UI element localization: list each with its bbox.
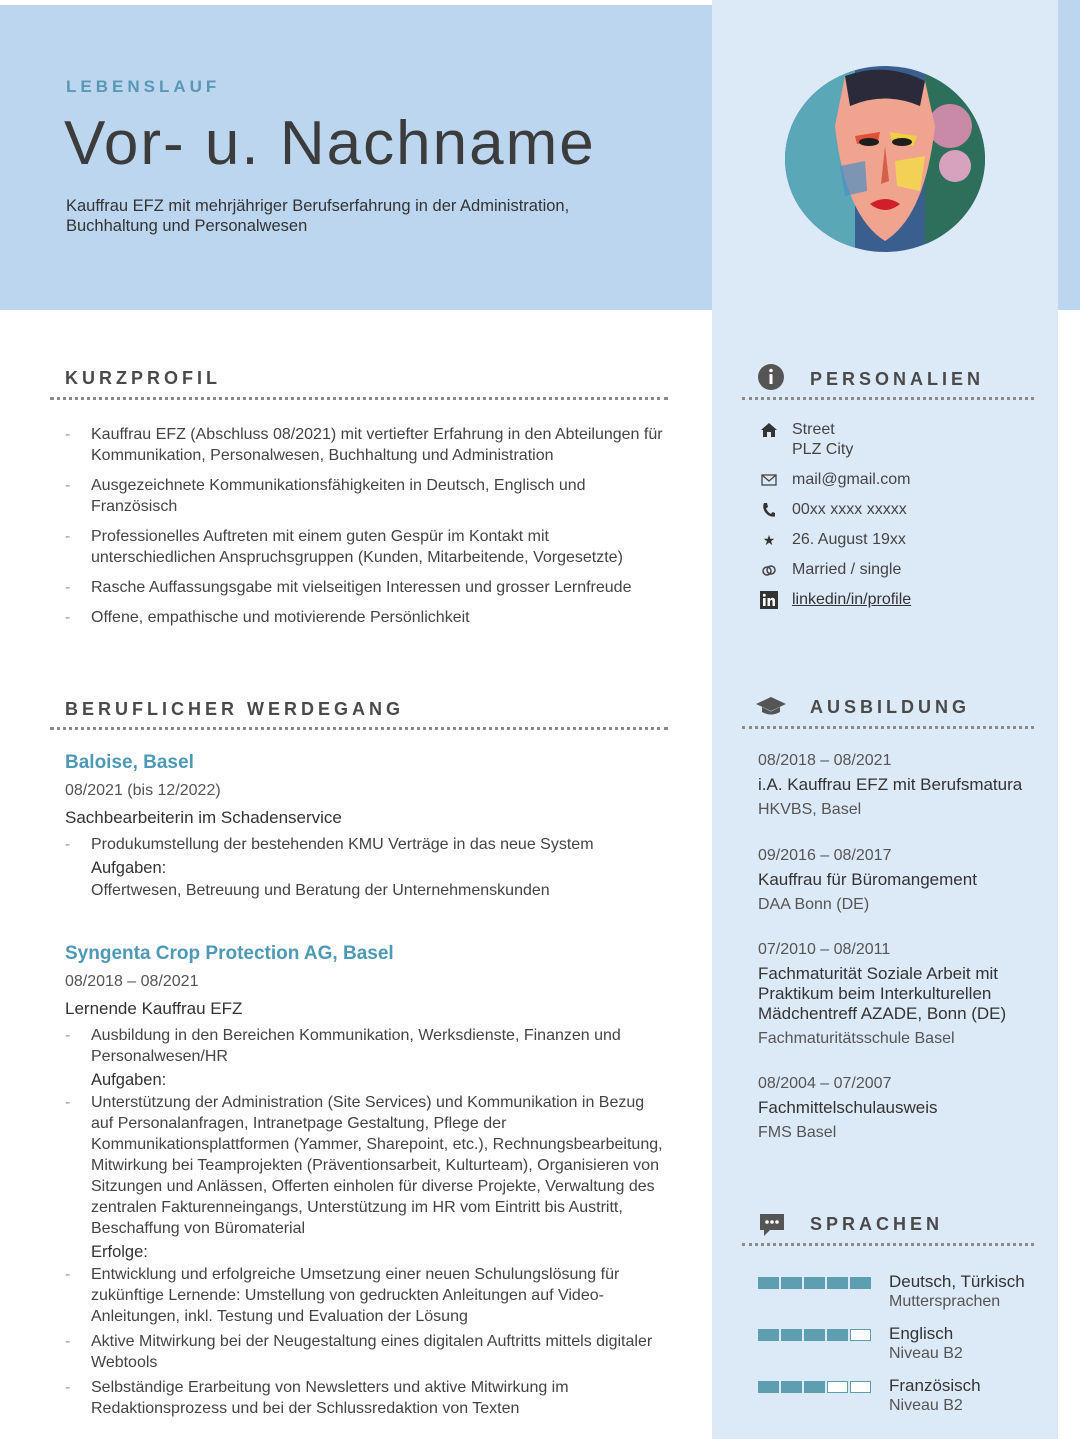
rating-bar-filled [781,1277,802,1289]
kurzprofil-title: KURZPROFIL [65,368,221,388]
education-entry [758,941,1028,1048]
list-item: - Unterstützung der Administration (Site Services) und Kommunikation in Bezug auf Personalanfragen, Intranetpage Gestaltung, Pflege der Kommunikationsplattformen (Yammer, Sharepoint, etc.), Rechnungsbearbeitung, Mitwirkung bei Teamprojekten (Präventionsarbeit, Kulturteam), Organisieren von Sitzungen und Anlässen, Offerten einholen für diverse Projekte, Verwaltung des zentralen Fakturenneingangs, Unterstützung im HR vom Eintritt bis Austritt, Beschaffung von Büromaterial [65,1092,665,1239]
language-name: Deutsch, Türkisch [889,1272,1025,1291]
rating-bar-filled [827,1277,848,1289]
education-period: 08/2018 – 08/2021 [758,752,892,769]
chat-bubble-icon [758,1212,786,1238]
address-row [758,420,1038,460]
profile-photo [785,66,985,252]
job-company: Syngenta Crop Protection AG, Basel [65,943,394,964]
education-entry [758,752,1048,819]
language-level: Niveau B2 [889,1397,963,1414]
phone-row [758,500,1038,520]
job-company: Baloise, Basel [65,752,194,773]
rating-bar-empty [827,1381,848,1393]
linkedin-row [758,590,1038,610]
education-entry [758,847,1048,914]
kurzprofil-list [65,424,665,637]
rating-bar-filled [758,1329,779,1341]
rating-bar-filled [781,1381,802,1393]
language-rating [758,1277,871,1312]
list-item: - Produkumstellung der bestehenden KMU Verträge in das neue System [65,834,665,855]
city: PLZ City [792,441,854,458]
email-row [758,470,1038,490]
status-row [758,560,1038,580]
rating-bar-empty [850,1329,871,1341]
language-level: Muttersprachen [889,1293,1001,1310]
sprachen-title: SPRACHEN [810,1214,944,1234]
aufgaben-text: Offertwesen, Betreuung und Beratung der Unternehmenskunden [91,882,550,899]
job-role: Lernende Kauffrau EFZ [65,999,243,1018]
graduation-cap-icon [755,694,787,718]
list-item: - Selbständige Erarbeitung von Newsletters und aktive Mitwirkung im Redaktionsprozess und bei der Schlussredaktion von Texten [65,1377,665,1419]
street: Street [792,421,835,438]
list-item: - Ausgezeichnete Kommunikationsfähigkeiten in Deutsch, Englisch und Französisch [65,475,665,517]
rating-bar-filled [827,1329,848,1341]
werdegang-title: BERUFLICHER WERDEGANG [65,699,404,719]
birthday: 26. August 19xx [792,531,906,548]
list-item: - Offene, empathische und motivierende Persönlichkeit [65,607,665,628]
education-title: Fachmaturität Soziale Arbeit mit Praktikum beim Interkulturellen Mädchentreff AZADE, Bonn (DE) [758,964,1007,1023]
rating-bar-filled [781,1329,802,1341]
document-label: LEBENSLAUF [66,77,221,96]
person-name: Vor- u. Nachname [64,109,596,178]
language-rating [758,1381,871,1416]
birthday-row [758,530,1038,550]
language-entry [758,1324,1048,1364]
language-rating [758,1329,871,1364]
header-band-edge [1058,0,1080,310]
linkedin-icon [758,590,780,610]
werdegang-divider [50,727,668,730]
kurzprofil-divider [50,397,668,400]
tagline: Kauffrau EFZ mit mehrjähriger Berufserfahrung in der Administration, Buchhaltung und Personalwesen [66,197,570,235]
personalien-list [758,420,1038,620]
education-school: Fachmaturitätsschule Basel [758,1030,955,1047]
info-icon [757,363,785,391]
email[interactable]: mail@gmail.com [792,471,911,488]
job-role: Sachbearbeiterin im Schadenservice [65,808,342,827]
language-name: Englisch [889,1324,954,1343]
list-item: - Aktive Mitwirkung bei der Neugestaltung eines digitalen Auftritts mittels digitaler Webtools [65,1331,665,1373]
education-title: Kauffrau für Büromangement [758,870,977,889]
erfolge-label: Erfolge: [91,1243,148,1261]
education-entry [758,1075,1048,1142]
list-item: - Kauffrau EFZ (Abschluss 08/2021) mit vertiefter Erfahrung in den Abteilungen für Kommunikation, Personalwesen, Buchhaltung und Administration [65,424,665,466]
sprachen-divider [742,1243,1034,1246]
phone-icon [758,500,780,520]
aufgaben-label: Aufgaben: [91,1071,167,1089]
ausbildung-title: AUSBILDUNG [810,697,970,717]
list-item: - Entwicklung und erfolgreiche Umsetzung einer neuen Schulungslösung für zukünftige Lernende: Umstellung von gedruckten Anleitungen auf Video-Anleitungen, inkl. Testung und Evaluation der Lösung [65,1264,665,1327]
phone: 00xx xxxx xxxxx [792,501,907,518]
language-entry [758,1272,1048,1312]
education-school: DAA Bonn (DE) [758,896,870,913]
language-level: Niveau B2 [889,1345,963,1362]
rating-bar-filled [804,1381,825,1393]
education-period: 07/2010 – 08/2011 [758,941,891,958]
language-entry [758,1376,1048,1416]
job-entry [65,943,665,1423]
job-period: 08/2021 (bis 12/2022) [65,782,221,799]
rating-bar-filled [804,1277,825,1289]
education-school: HKVBS, Basel [758,801,862,818]
linkedin-link[interactable]: linkedin/in/profile [792,591,912,608]
rating-bar-filled [804,1329,825,1341]
marital-status: Married / single [792,561,902,578]
list-item: - Professionelles Auftreten mit einem guten Gespür im Kontakt mit unterschiedlichen Anspruchsgruppen (Kunden, Mitarbeitende, Vorgesetzte) [65,526,665,568]
job-period: 08/2018 – 08/2021 [65,973,199,990]
envelope-icon [758,470,780,490]
education-period: 09/2016 – 08/2017 [758,847,892,864]
education-school: FMS Basel [758,1124,837,1141]
rating-bar-filled [758,1277,779,1289]
language-name: Französisch [889,1376,981,1395]
aufgaben-label: Aufgaben: [91,859,167,877]
job-entry [65,752,665,907]
rating-bar-filled [850,1277,871,1289]
education-title: i.A. Kauffrau EFZ mit Berufsmatura [758,775,1023,794]
ausbildung-divider [742,726,1034,729]
education-title: Fachmittelschulausweis [758,1098,938,1117]
personalien-divider [742,397,1034,400]
rating-bar-empty [850,1381,871,1393]
rating-bar-filled [758,1381,779,1393]
personalien-title: PERSONALIEN [810,369,985,389]
home-icon [758,420,780,440]
list-item: - Ausbildung in den Bereichen Kommunikation, Werksdienste, Finanzen und Personalwesen/HR [65,1025,665,1067]
education-period: 08/2004 – 07/2007 [758,1075,892,1092]
rings-icon [758,560,780,580]
list-item: - Rasche Auffassungsgabe mit vielseitigen Interessen und grosser Lernfreude [65,577,665,598]
star-icon: ★ [762,531,776,548]
